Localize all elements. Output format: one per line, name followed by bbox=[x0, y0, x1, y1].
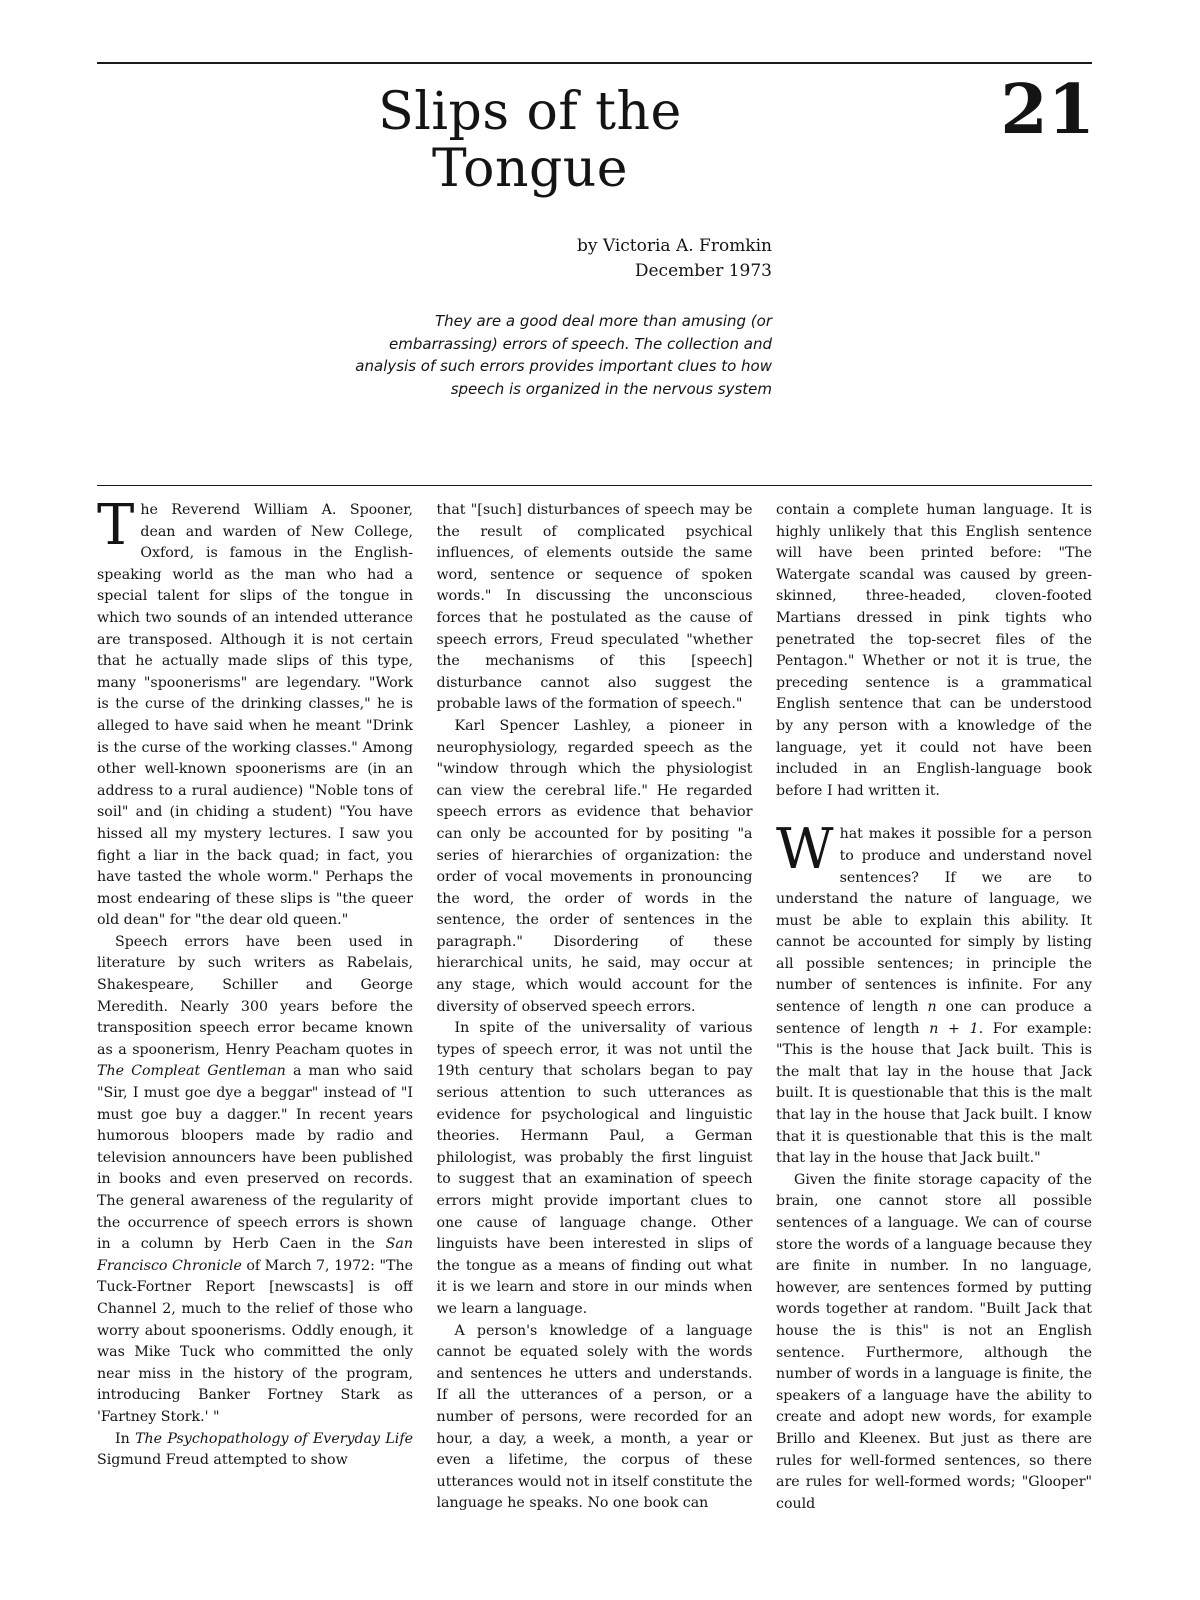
article-body bbox=[97, 500, 1092, 1585]
drop-cap: T bbox=[97, 500, 135, 558]
column-1 bbox=[97, 500, 413, 1585]
paragraph: that "[such] disturbances of speech may be the result of complicated psychical influences, of elements outside the same word, sentence or sequence of spoken words." In discussing the unconscious forces that he postulated as the cause of speech errors, Freud speculated "whether the mechanisms of this [speech] disturbance cannot also suggest the probable laws of the formation of speech." bbox=[436, 502, 753, 713]
column-2 bbox=[437, 500, 753, 1585]
work-title: San Francisco Chronicle bbox=[97, 1236, 413, 1274]
paragraph: A person's knowledge of a language cannot be equated solely with the words and sentences he utters and understands. If all the utterances of a person, or a number of persons, were recorded for an hour, a day, a week, a month, a year or even a lifetime, the corpus of these utterances would not in itself constitute the language he speaks. No one book can bbox=[436, 1322, 753, 1512]
paragraph-text: he Reverend William A. Spooner, dean and warden of New College, Oxford, is famous in the English-speaking world as the man who had a special talent for slips of the tongue in which two sounds of an intended utterance are transposed. Although it is not certain that he actually made slips of this type, many "spoonerisms" are legendary. "Work is the curse of the drinking classes," he is alleged to have said when he meant "Drink is the curse of the working classes." Among other well-known spoonerisms are (in an address to a rural audience) "Noble tons of soil" and (in chiding a student) "You have hissed all my mystery lectures. I saw you fight a liar in the back quad; in fact, you have tasted the whole worm." Perhaps the most endearing of these slips is "the queer old dean" for "the dear old queen." bbox=[97, 502, 413, 929]
paragraph: Given the finite storage capacity of the brain, one cannot store all possible sentences of a language. We can of course store the words of a language because they are finite in number. In no language, however, are sentences formed by putting words together at random. "Built Jack that house the is this" is not an English sentence. Furthermore, although the number of words in a language is finite, the speakers of a language have the ability to create and adopt new words, for example Brillo and Kleenex. But just as there are rules for well-formed sentences, so there are rules for well-formed words; "Glooper" could bbox=[776, 1171, 1092, 1512]
paragraph-text: In bbox=[115, 1430, 136, 1447]
paragraph-text: of March 7, 1972: "The Tuck-Fortner Report [newscasts] is off Channel 2, much to the relief of those who worry about spoonerisms. Oddly enough, it was Mike Tuck who committed the only near miss in the history of the program, introducing Banker Fortney Stark as 'Fartney Stork.' " bbox=[97, 1257, 413, 1425]
math-expression: n + 1 bbox=[929, 1020, 979, 1037]
chapter-number: 21 bbox=[1000, 70, 1095, 150]
publication-date: December 1973 bbox=[634, 261, 772, 281]
work-title: The Compleat Gentleman bbox=[97, 1063, 286, 1080]
paragraph bbox=[97, 500, 413, 932]
paragraph: In spite of the universality of various types of speech error, it was not until the 19th century that scholars began to pay serious attention to such utterances as evidence for psychological and linguistic theories. Hermann Paul, a German philologist, was probably the first linguist to suggest that an examination of speech errors might provide important clues to one cause of language change. Other linguists have been interested in slips of the tongue as a means of finding out what it is we learn and store in our minds when we learn a language. bbox=[436, 1020, 753, 1317]
paragraph: Karl Spencer Lashley, a pioneer in neurophysiology, regarded speech as the "window through which the physiologist can view the cerebral life." He regarded speech errors as evidence that behavior can only be accounted for by positing "a series of hierarchies of organization: the order of vocal movements in pronouncing the word, the order of words in the sentence, the order of sentences in the paragraph." Disordering of these hierarchical units, he said, may occur at any stage, which would account for the diversity of observed speech errors. bbox=[436, 717, 753, 1015]
chapter-title: Slips of the Tongue bbox=[378, 82, 682, 200]
column-3 bbox=[776, 500, 1092, 1585]
author-name: by Victoria A. Fromkin bbox=[576, 236, 772, 256]
paragraph: contain a complete human language. It is highly unlikely that this English sentence will have been printed before: "The Watergate scandal was caused by green-skinned, three-headed, cloven-footed Martians dressed in pink tights who penetrated the top-secret files of the Pentagon." Whether or not it is true, the preceding sentence is a grammatical English sentence that can be understood by any person with a knowledge of the language, yet it could not have been included in an English-language book before I had written it. bbox=[776, 502, 1092, 799]
paragraph-text: Speech errors have been used in literature by such writers as Rabelais, Shakespeare, Schiller and George Meredith. Nearly 300 years before the transposition speech error became known as a spoonerism, Henry Peacham quotes in bbox=[97, 933, 413, 1058]
paragraph-text: . For example: "This is the house that Jack built. This is the malt that lay in the house that Jack built. It is questionable that this is the malt that lay in the house that Jack built. I know that it is questionable that this is the malt that lay in the house that Jack built." bbox=[776, 1020, 1092, 1167]
paragraph bbox=[776, 817, 1092, 1170]
paragraph bbox=[97, 932, 413, 1429]
paragraph-text: hat makes it possible for a person to produce and understand novel sentences? If we are to understand the nature of language, we must be able to explain this ability. It cannot be accounted for simply by listing all possible sentences; in principle the number of sentences is infinite. For any sentence of length bbox=[776, 826, 1092, 1016]
paragraph bbox=[97, 1429, 413, 1472]
paragraph-text: a man who said "Sir, I must goe dye a beggar" instead of "I must goe buy a dagger." In recent years humorous bloopers made by radio and television announcers have been published in books and even preserved on records. The general awareness of the regularity of the occurrence of speech errors is shown in a column by Herb Caen in the bbox=[97, 1063, 413, 1253]
top-rule bbox=[97, 62, 1092, 64]
drop-cap: W bbox=[776, 817, 834, 883]
paragraph-text: Sigmund Freud attempted to show bbox=[97, 1452, 348, 1469]
paragraph-text: one can produce a sentence of length bbox=[776, 999, 1092, 1037]
article-dek: They are a good deal more than amusing (or embarrassing) errors of speech. The collection and analysis of such errors provides important clues to how speech is organized in the nervous system bbox=[355, 312, 772, 398]
math-variable: n bbox=[927, 999, 937, 1016]
work-title: The Psychopathology of Everyday Life bbox=[135, 1430, 413, 1447]
byline bbox=[577, 234, 772, 284]
section-rule bbox=[97, 485, 1092, 486]
